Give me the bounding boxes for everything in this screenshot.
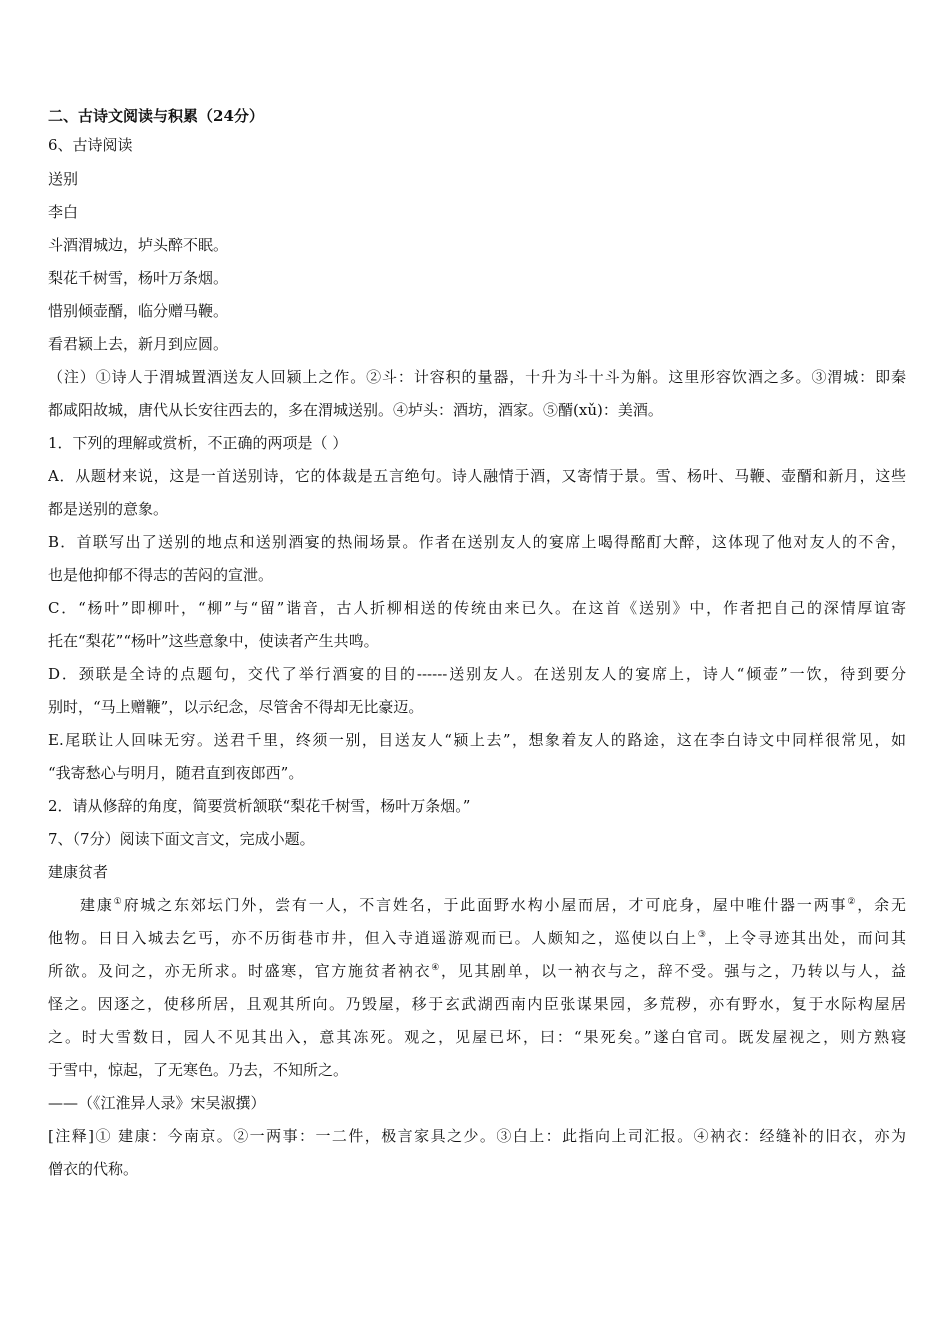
document-page — [48, 100, 906, 1186]
footnote-marker: ④ — [431, 963, 442, 973]
option-line: D．颈联是全诗的点题句，交代了举行酒宴的目的------送别友人。在送别友人的宴席上，诗人“倾壶”一饮，待到要分 — [48, 665, 906, 683]
option-c — [48, 592, 906, 658]
option-b — [48, 526, 906, 592]
option-line: 别时，“马上赠鞭”，以示纪念，尽管舍不得却无比豪迈。 — [48, 698, 424, 716]
option-line: 都是送别的意象。 — [48, 500, 169, 518]
option-line: B．首联写出了送别的地点和送别酒宴的热闹场景。作者在送别友人的宴席上喝得酩酊大醉，这体现了他对友人的不舍， — [48, 533, 906, 551]
option-line: 也是他抑郁不得志的苦闷的宣泄。 — [48, 566, 274, 584]
section-title: 二、古诗文阅读与积累（24分） — [48, 107, 264, 125]
poem-line: 梨花千树雪，杨叶万条烟。 — [48, 269, 229, 287]
passage-notes — [48, 1120, 906, 1186]
option-line: 托在“梨花”“杨叶”这些意象中，使读者产生共鸣。 — [48, 632, 379, 650]
passage-note-line: [注释]① 建康：今南京。②一两事：一二件，极言家具之少。③白上：此指向上司汇报。④衲衣：经缝补的旧衣，亦为 — [48, 1127, 906, 1145]
passage-source: ——（《江淮异人录》宋吴淑撰） — [48, 1094, 266, 1112]
footnote-marker: ① — [113, 897, 124, 907]
question-7-heading: 7、（7分）阅读下面文言文，完成小题。 — [48, 830, 315, 848]
poem-body — [48, 229, 906, 361]
question-1-stem: 1．下列的理解或赏析，不正确的两项是（ ） — [48, 434, 348, 452]
option-d — [48, 658, 906, 724]
poem-line: 惜别倾壶醑，临分赠马鞭。 — [48, 302, 229, 320]
poem-note-line: （注）①诗人于渭城置酒送友人回颍上之作。②斗：计容积的量器，十升为斗十斗为斛。这里形容饮酒之多。③渭城：即秦 — [48, 368, 906, 386]
footnote-marker: ③ — [697, 930, 708, 940]
poem-note-line: 都咸阳故城，唐代从长安往西去的，多在渭城送别。④垆头：酒坊，酒家。⑤醑(xǔ)：美酒。 — [48, 401, 663, 419]
passage-line: 于雪中，惊起，了无寒色。乃去，不知所之。 — [48, 1061, 349, 1079]
passage-line: 他物。日日入城去乞丐，亦不历街巷市井，但入寺逍遥游观而已。人颇知之，巡使以白上③，上令寻迹其出处，而问其 — [48, 929, 906, 947]
option-line: E.尾联让人回味无穷。送君千里，终须一别，目送友人“颍上去”，想象着友人的路途，这在李白诗文中同样很常见，如 — [48, 731, 906, 749]
option-line: A．从题材来说，这是一首送别诗，它的体裁是五言绝句。诗人融情于酒，又寄情于景。雪、杨叶、马鞭、壶醑和新月，这些 — [48, 467, 906, 485]
poem-author: 李白 — [48, 203, 79, 221]
passage-title: 建康贫者 — [48, 863, 109, 881]
passage-body — [48, 889, 906, 1087]
poem-notes — [48, 361, 906, 427]
option-line: C．“杨叶”即柳叶，“柳”与“留”谐音，古人折柳相送的传统由来已久。在这首《送别》中，作者把自己的深情厚谊寄 — [48, 599, 906, 617]
poem-title: 送别 — [48, 170, 79, 188]
poem-line: 看君颍上去，新月到应圆。 — [48, 335, 229, 353]
poem-line: 斗酒渭城边，垆头醉不眠。 — [48, 236, 229, 254]
option-line: “我寄愁心与明月，随君直到夜郎西”。 — [48, 764, 304, 782]
footnote-marker: ② — [847, 897, 858, 907]
option-a — [48, 460, 906, 526]
passage-line: 怪之。因逐之，使移所居，且观其所向。乃毁屋，移于玄武湖西南内臣张谋果园，多荒秽，亦有野水，复于水际构屋居 — [48, 995, 906, 1013]
question-6-heading: 6、古诗阅读 — [48, 136, 133, 154]
option-e — [48, 724, 906, 790]
passage-line: 之。时大雪数日，园人不见其出入，意其冻死。观之，见屋已坏，曰：“果死矣。”遂白官司。既发屋视之，则方熟寝 — [48, 1028, 906, 1046]
passage-line: 建康①府城之东郊坛门外，尝有一人，不言姓名，于此面野水构小屋而居，才可庇身，屋中唯什器一两事②，余无 — [80, 896, 906, 914]
question-2-stem: 2．请从修辞的角度，简要赏析颔联“梨花千树雪，杨叶万条烟。” — [48, 797, 471, 815]
passage-line: 所欲。及问之，亦无所求。时盛寒，官方施贫者衲衣④，见其剧单，以一衲衣与之，辞不受。强与之，乃转以与人，益 — [48, 962, 906, 980]
passage-note-line: 僧衣的代称。 — [48, 1160, 139, 1178]
